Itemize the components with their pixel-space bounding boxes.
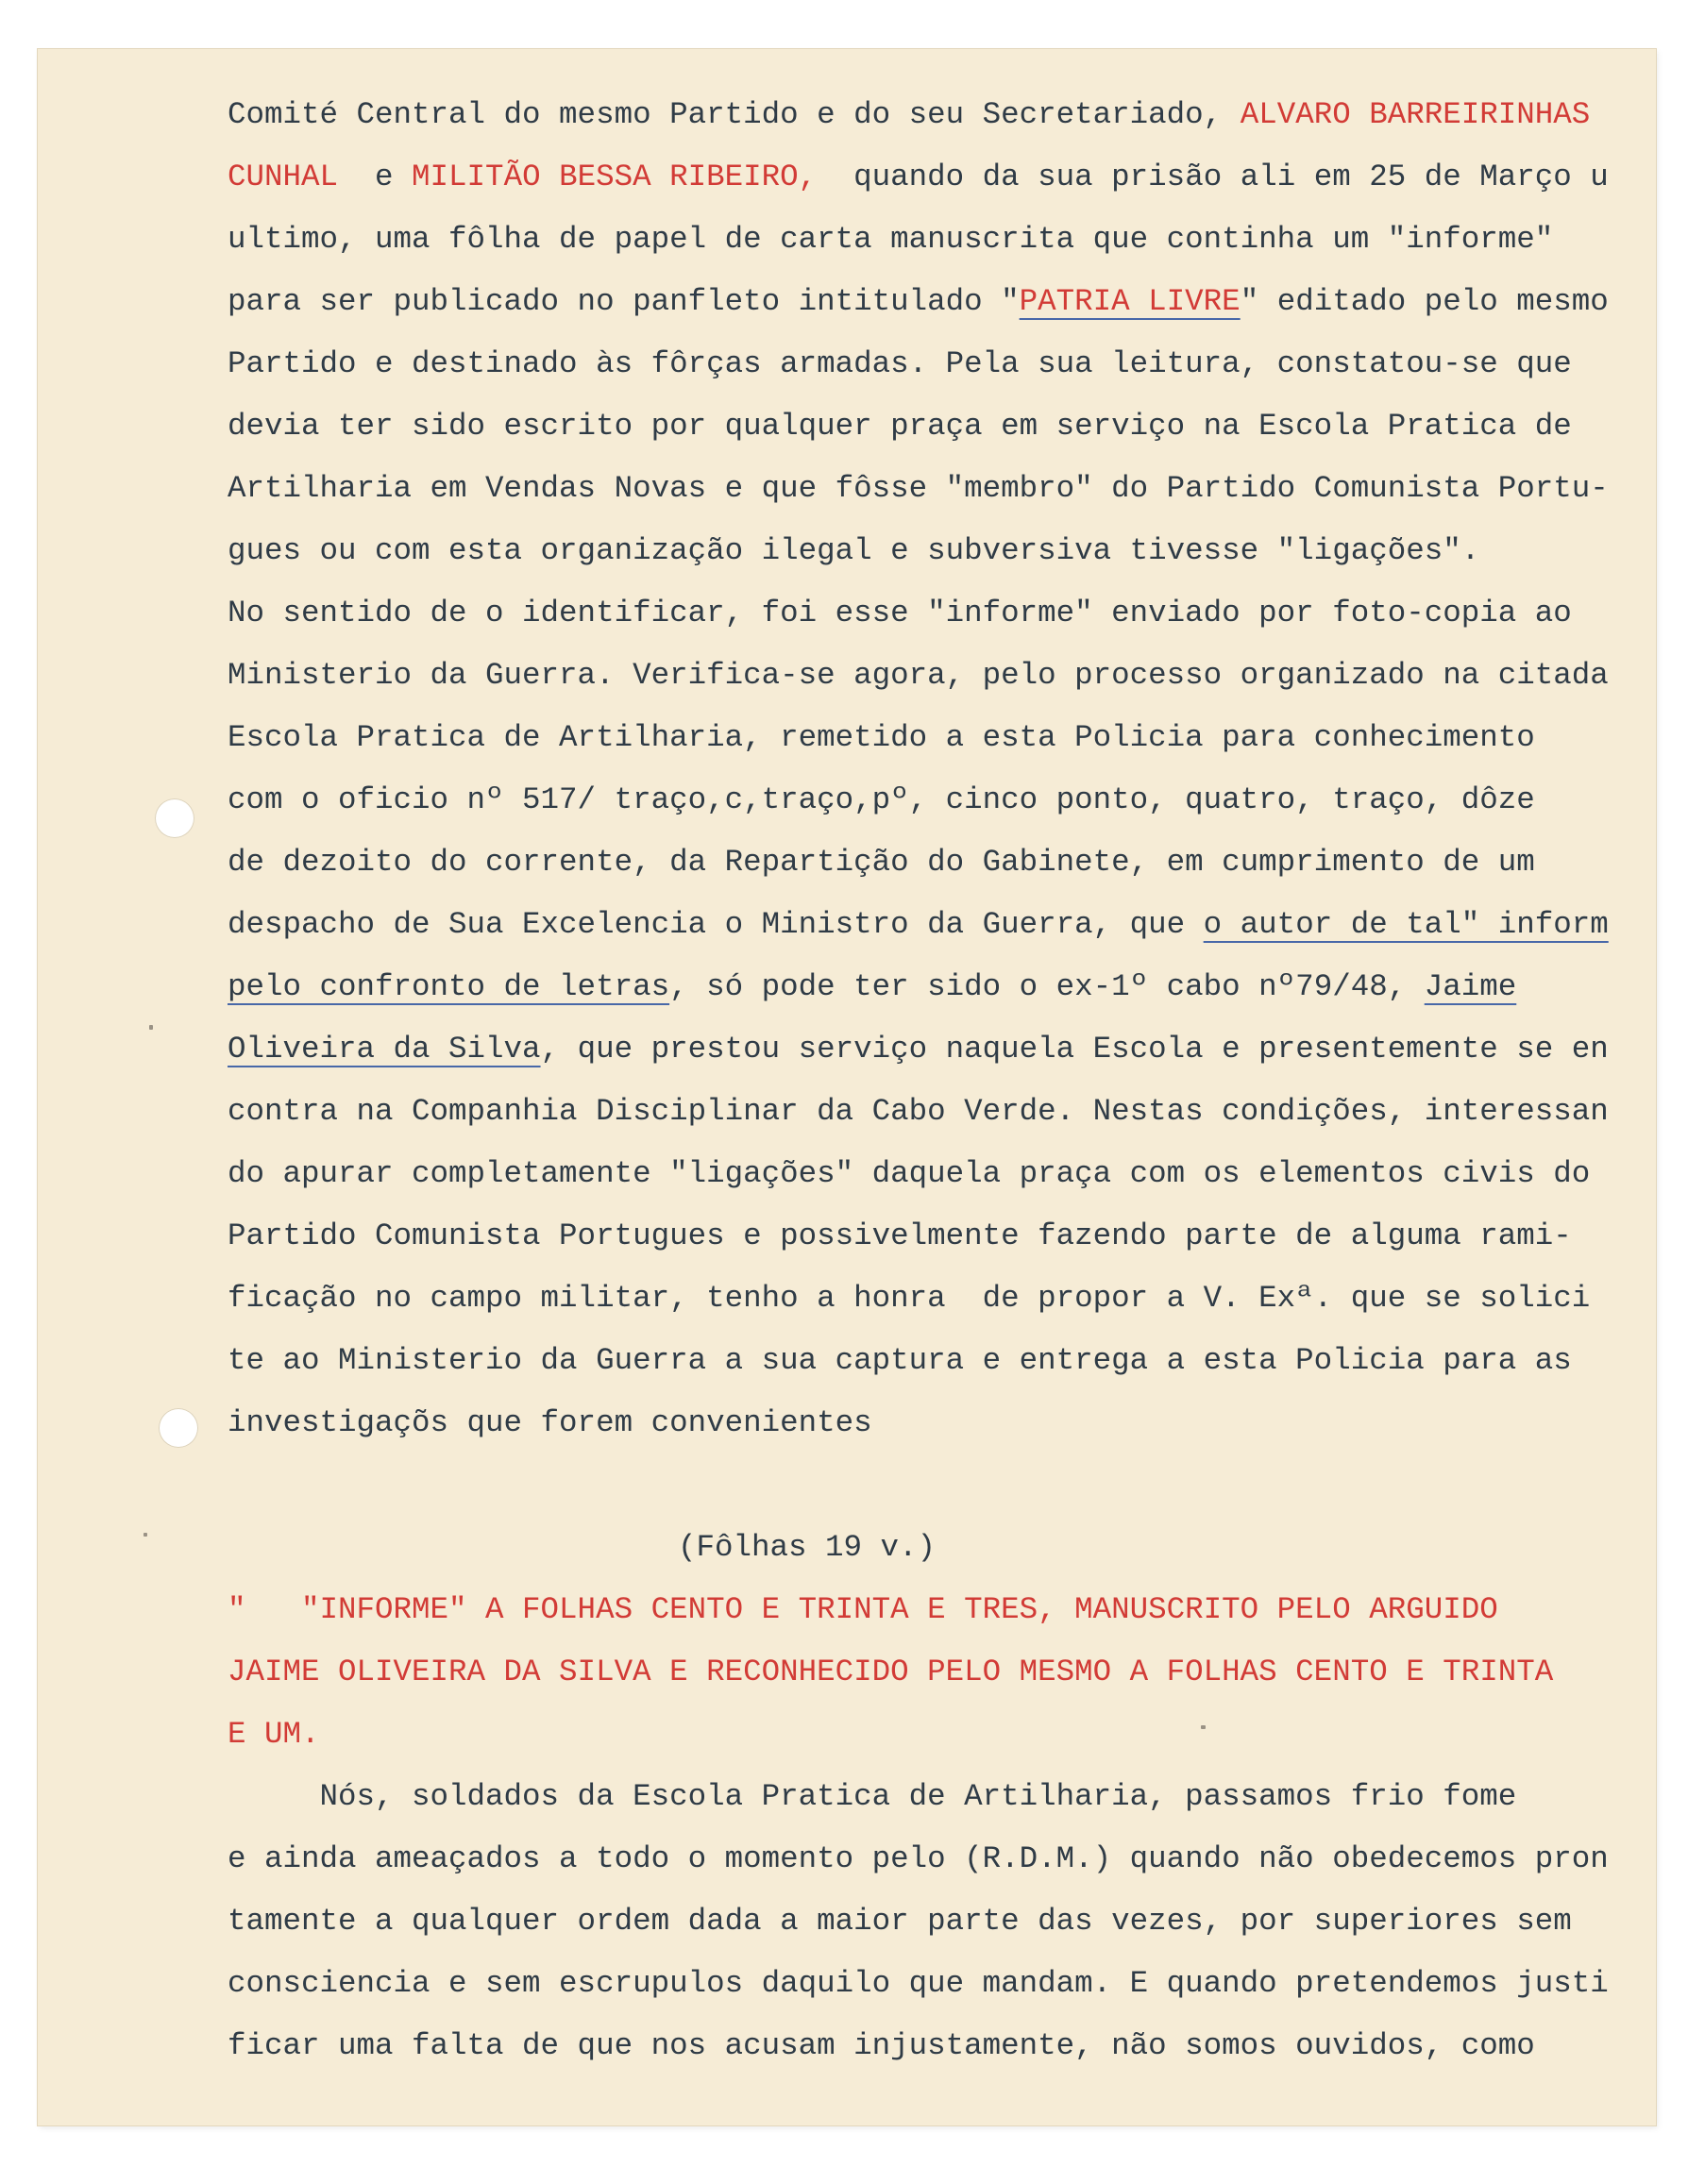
body-line-1 [228, 91, 1590, 140]
body-line-4 [228, 277, 1609, 327]
red-line-1: " "INFORME" A FOLHAS CENTO E TRINTA E TRES, MANUSCRITO PELO ARGUIDO [228, 1592, 1498, 1627]
body-line-14 [228, 900, 1609, 949]
body-line-10: Ministerio da Guerra. Verifica-se agora, pelo processo organizado na citada [228, 658, 1609, 693]
letter-line-2: e ainda ameaçados a todo o momento pelo (R.D.M.) quando não obedecemos pron [228, 1841, 1609, 1876]
body-line-16 [228, 1025, 1609, 1074]
body-line-3: ultimo, uma fôlha de papel de carta manuscrita que continha um "informe" [228, 222, 1554, 257]
dust-speck [149, 1025, 153, 1030]
line-text: para ser publicado no panfleto intitulado " [228, 284, 1020, 319]
letter-line-4: consciencia e sem escrupulos daquilo que mandam. E quando pretendemos justi [228, 1966, 1609, 2001]
body-line-19: Partido Comunista Portugues e possivelmente fazendo parte de alguma rami- [228, 1218, 1572, 1253]
line-text: " editado pelo mesmo [1240, 284, 1609, 319]
dust-speck [143, 1533, 147, 1537]
line-text: Comité Central do mesmo Partido e do seu Secretariado, [228, 97, 1241, 132]
body-line-22: investigaçõs que forem convenientes [228, 1405, 872, 1440]
red-title-patria-livre: PATRIA LIVRE [1019, 284, 1241, 319]
line-text: e [338, 160, 413, 194]
line-text: quando da sua prisão ali em 25 de Março u [817, 160, 1609, 194]
body-line-13: de dezoito do corrente, da Repartição do Gabinete, em cumprimento de um [228, 845, 1535, 880]
body-line-12: com o oficio nº 517/ traço,c,traço,pº, cinco ponto, quatro, traço, dôze [228, 782, 1535, 817]
body-line-7: Artilharia em Vendas Novas e que fôsse "membro" do Partido Comunista Portu- [228, 471, 1609, 506]
dust-speck [1201, 1725, 1206, 1729]
line-text: despacho de Sua Excelencia o Ministro da Guerra, que [228, 907, 1204, 942]
underlined-name: Jaime [1424, 969, 1517, 1004]
body-line-18: do apurar completamente "ligações" daquela praça com os elementos civis do [228, 1156, 1591, 1191]
underlined-phrase: o autor de tal" inform [1203, 907, 1609, 942]
body-line-17: contra na Companhia Disciplinar da Cabo Verde. Nestas condições, interessan [228, 1094, 1609, 1129]
underlined-name: Oliveira da Silva [228, 1032, 541, 1067]
line-text: , que prestou serviço naquela Escola e presentemente se en [540, 1032, 1609, 1067]
body-line-9: No sentido de o identificar, foi esse "informe" enviado por foto-copia ao [228, 596, 1572, 630]
punch-hole-lower [159, 1408, 198, 1448]
body-line-2 [228, 153, 1609, 202]
letter-line-5: ficar uma falta de que nos acusam injustamente, não somos ouvidos, como [228, 2028, 1535, 2063]
red-line-2: JAIME OLIVEIRA DA SILVA E RECONHECIDO PELO MESMO A FOLHAS CENTO E TRINTA [228, 1655, 1554, 1689]
section-heading: (Fôlhas 19 v.) [678, 1530, 937, 1565]
body-line-5: Partido e destinado às fôrças armadas. Pela sua leitura, constatou-se que [228, 346, 1572, 381]
body-line-11: Escola Pratica de Artilharia, remetido a esta Policia para conhecimento [228, 720, 1535, 755]
letter-line-3: tamente a qualquer ordem dada a maior parte das vezes, por superiores sem [228, 1904, 1572, 1939]
punch-hole-upper [155, 798, 194, 838]
red-name-cunhal: CUNHAL [228, 160, 339, 194]
body-line-6: devia ter sido escrito por qualquer praça em serviço na Escola Pratica de [228, 409, 1572, 444]
body-line-21: te ao Ministerio da Guerra a sua captura e entrega a esta Policia para as [228, 1343, 1572, 1378]
red-line-3: E UM. [228, 1717, 320, 1752]
body-line-20: ficação no campo militar, tenho a honra de propor a V. Exª. que se solici [228, 1281, 1591, 1316]
red-name-alvaro: ALVARO BARREIRINHAS [1240, 97, 1591, 132]
red-name-militao: MILITÃO BESSA RIBEIRO, [412, 160, 818, 194]
body-line-8: gues ou com esta organização ilegal e subversiva tivesse "ligações". [228, 533, 1480, 568]
letter-line-1: Nós, soldados da Escola Pratica de Artilharia, passamos frio fome [228, 1779, 1517, 1814]
typed-body [228, 91, 1653, 2063]
underlined-phrase: pelo confronto de letras [228, 969, 670, 1004]
body-line-15 [228, 963, 1516, 1012]
line-text: , só pode ter sido o ex-1º cabo nº79/48, [669, 969, 1425, 1004]
